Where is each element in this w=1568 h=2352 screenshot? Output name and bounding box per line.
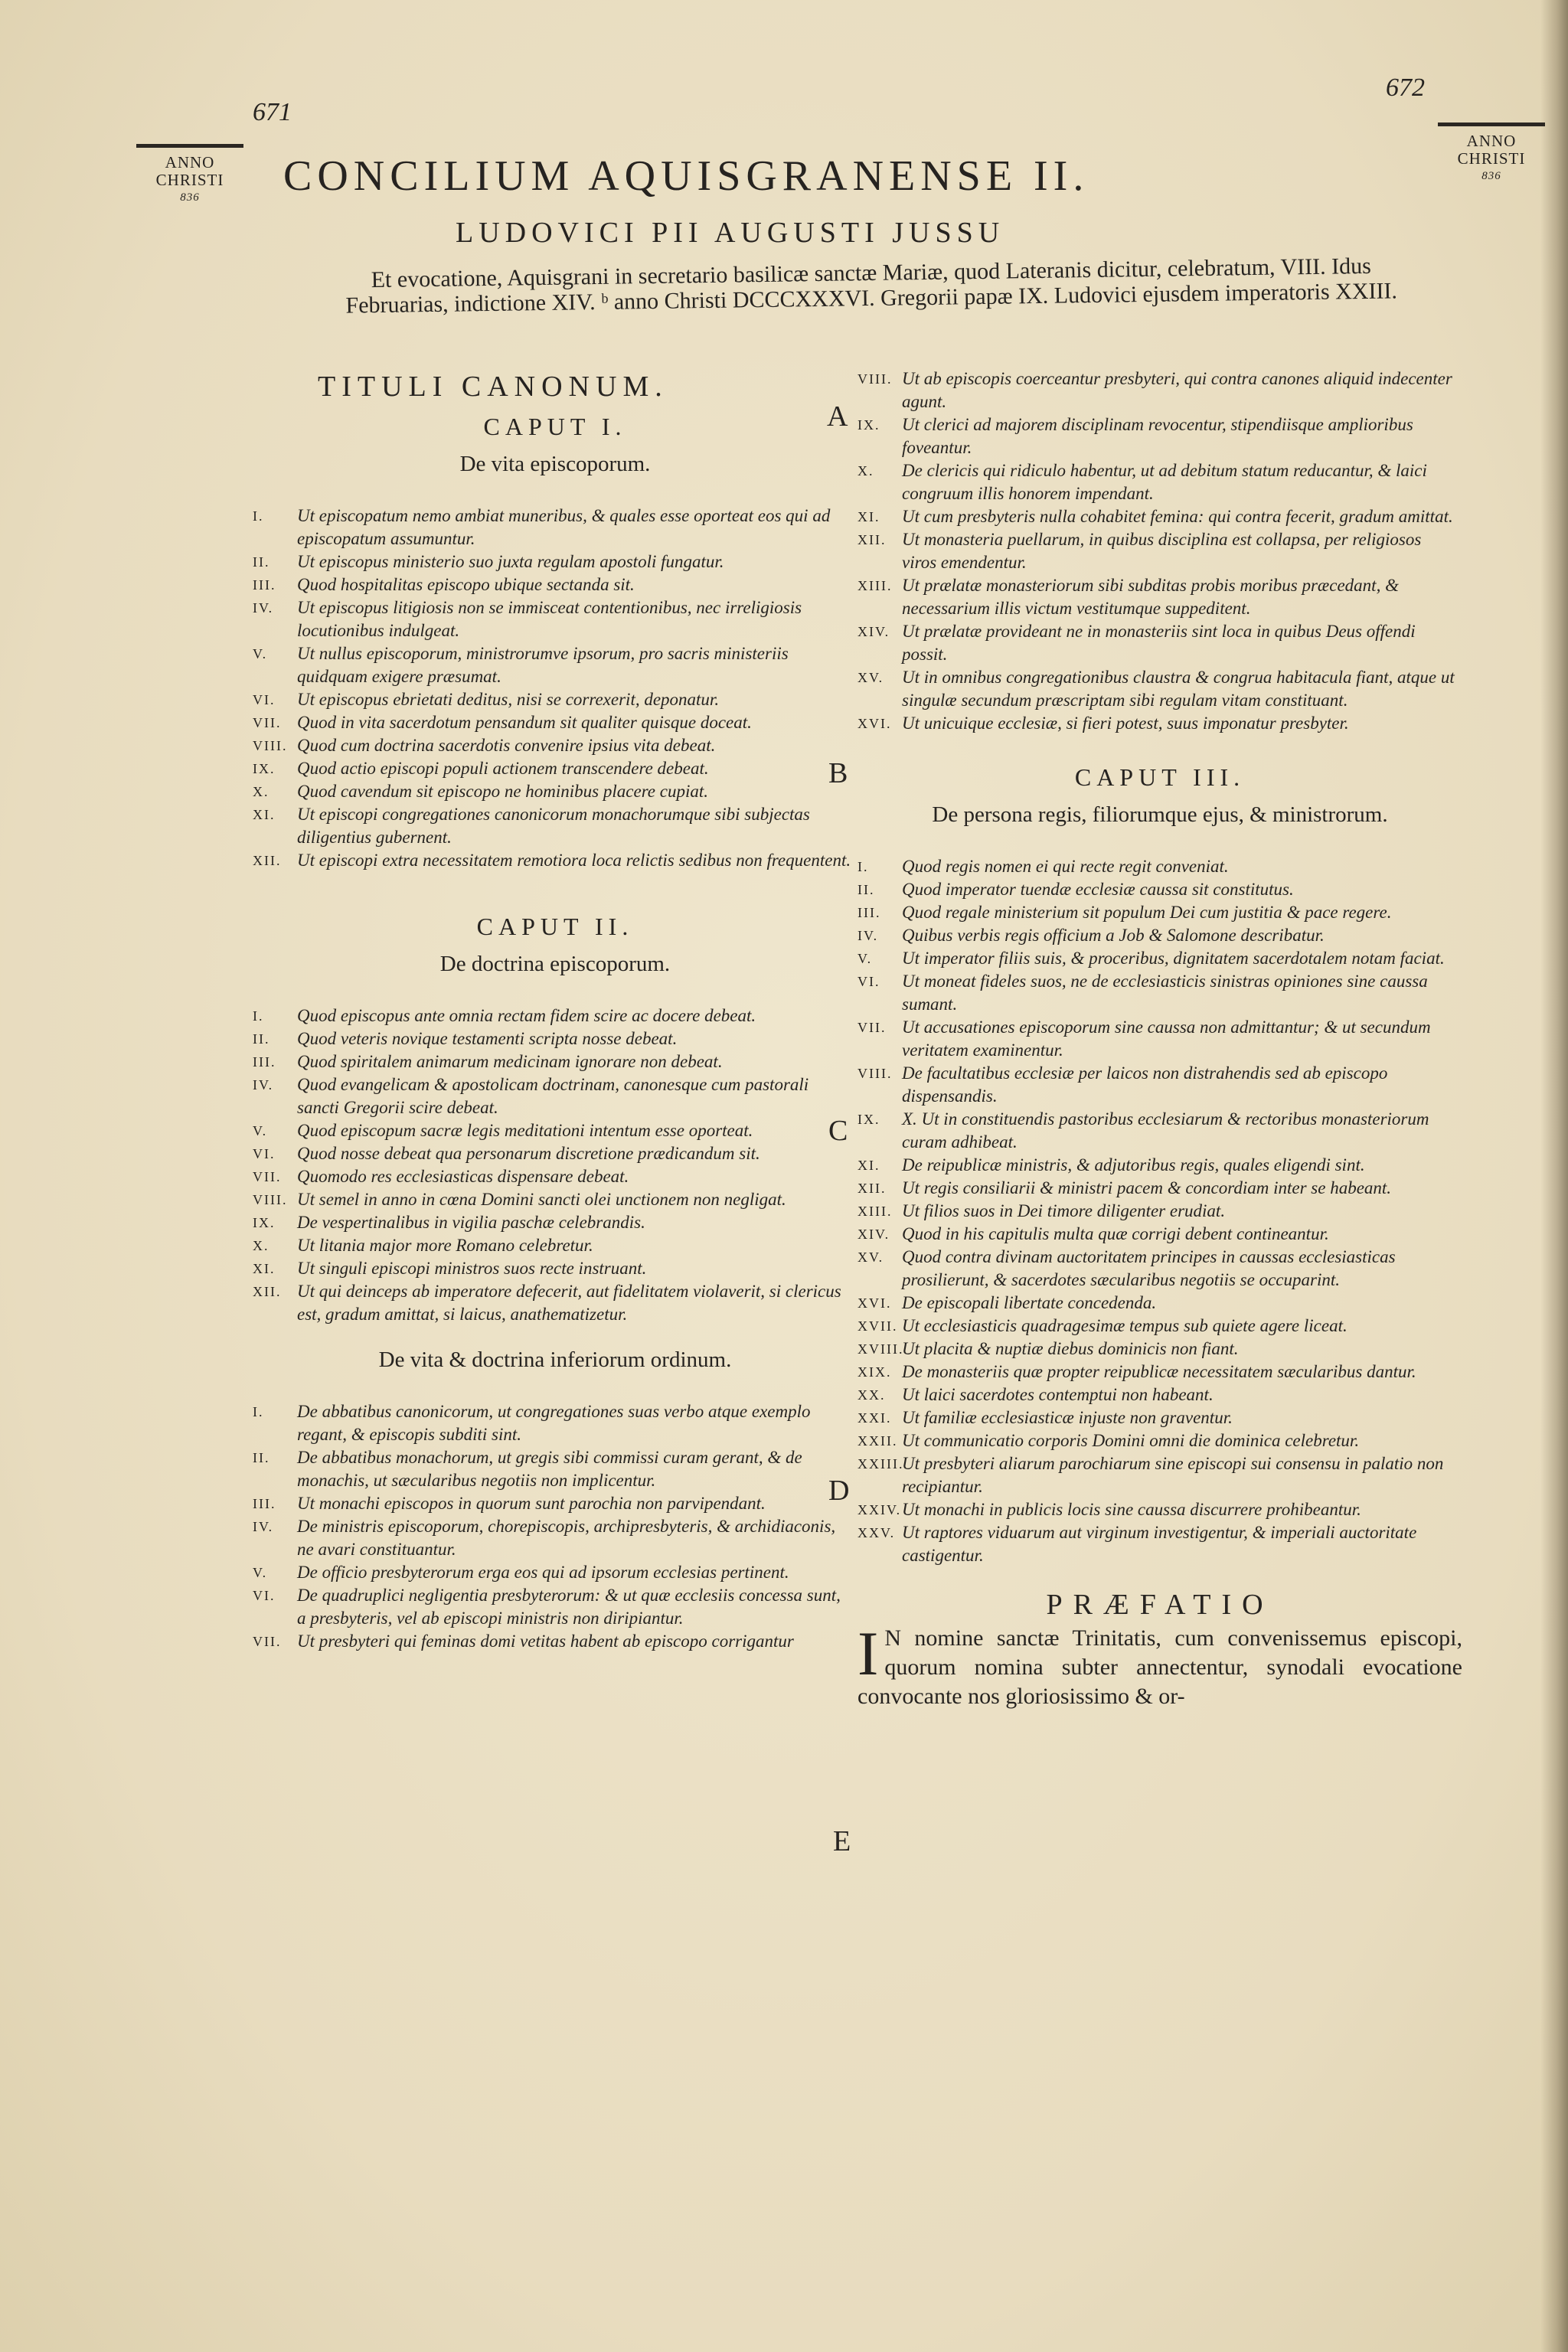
rule-thick xyxy=(1438,122,1545,126)
canon-number: XV. xyxy=(858,1250,884,1265)
canon-item xyxy=(253,1165,858,1188)
canon-item xyxy=(253,849,858,872)
canon-text: Quod episcopus ante omnia rectam fidem scire ac docere debeat. xyxy=(297,1006,756,1025)
canon-item xyxy=(858,1108,1462,1154)
canon-item xyxy=(253,1234,858,1257)
canon-number: II. xyxy=(253,1450,270,1465)
canon-item xyxy=(253,1561,858,1584)
canon-text: Quod actio episcopi populi actionem transcendere debeat. xyxy=(297,759,709,778)
caput-3-subheading: De persona regis, filiorumque ejus, & ministrorum. xyxy=(932,802,1388,827)
canon-number: XI. xyxy=(253,1261,276,1276)
canon-number: VI. xyxy=(253,1146,276,1161)
canon-text: Ut ecclesiasticis quadragesimæ tempus sub quiete agere liceat. xyxy=(902,1316,1348,1335)
canon-item xyxy=(858,1292,1462,1315)
canon-item xyxy=(858,1361,1462,1383)
canon-text: Ut episcopatum nemo ambiat muneribus, & quales esse oporteat eos qui ad episcopatum assumuntur. xyxy=(297,506,831,548)
canon-item xyxy=(253,757,858,780)
canon-item xyxy=(858,528,1462,574)
canon-item xyxy=(253,573,858,596)
canon-text: Ut accusationes episcoporum sine caussa non admittantur; & ut secundum veritatem examinentur. xyxy=(902,1018,1431,1060)
canon-item xyxy=(858,368,1462,413)
canon-item xyxy=(253,1584,858,1630)
canon-item xyxy=(253,1142,858,1165)
canon-number: XIV. xyxy=(858,1227,890,1242)
canon-number: IX. xyxy=(858,417,880,433)
canon-text: Ut nullus episcoporum, ministrorumve ipsorum, pro sacris ministeriis quidquam exigere præsumat. xyxy=(297,644,789,686)
margin-letter-a: A xyxy=(827,400,848,433)
canon-number: XVII. xyxy=(858,1318,898,1334)
anno-label: ANNO xyxy=(1466,132,1517,150)
canon-text: Ut litania major more Romano celebretur. xyxy=(297,1236,593,1255)
canon-number: X. xyxy=(253,784,270,799)
canon-number: XIII. xyxy=(858,578,893,593)
canon-text: Quod in his capitulis multa quæ corrigi debent contineantur. xyxy=(902,1224,1329,1243)
canon-number: I. xyxy=(253,508,264,524)
canon-number: I. xyxy=(858,859,869,874)
canon-text: De quadruplici negligentia presbyterorum: & ut quæ ecclesiis concessa sunt, a presbyteris, vel ab episcopi ministris non diripiantur. xyxy=(297,1586,841,1628)
canon-text: De abbatibus monachorum, ut gregis sibi commissi curam gerant, & de monachis, ut sæcularibus negotiis non implicentur. xyxy=(297,1448,802,1490)
canon-number: XI. xyxy=(253,807,276,822)
canon-number: III. xyxy=(253,577,276,593)
canon-number: VII. xyxy=(253,1634,282,1649)
canon-text: De officio presbyterorum erga eos qui ad ipsorum ecclesias pertinent. xyxy=(297,1563,789,1582)
canon-item xyxy=(858,1315,1462,1338)
canon-number: VIII. xyxy=(253,1192,288,1207)
canon-item xyxy=(858,666,1462,712)
christi-label: CHRISTI xyxy=(1457,149,1526,168)
canon-number: X. xyxy=(253,1238,270,1253)
canon-number: VI. xyxy=(253,1588,276,1603)
canon-item xyxy=(858,712,1462,735)
canon-text: Quod regale ministerium sit populum Dei cum justitia & pace regere. xyxy=(902,903,1392,922)
margin-letter-b: B xyxy=(828,757,848,789)
canon-number: VII. xyxy=(858,1020,887,1035)
canon-text: De episcopali libertate concedenda. xyxy=(902,1293,1157,1312)
canon-text: Ut laici sacerdotes contemptui non habeant. xyxy=(902,1385,1214,1404)
canon-text: Ut raptores viduarum aut virginum investigentur, & imperiali auctoritate castigentur. xyxy=(902,1523,1417,1565)
canon-text: Ut episcopus ministerio suo juxta regulam apostoli fungatur. xyxy=(297,552,724,571)
canon-number: VI. xyxy=(858,974,880,989)
canon-text: Ut prælatæ monasteriorum sibi subditas probis moribus præcedant, & necessarium illis victum vestitumque suppeditent. xyxy=(902,576,1399,618)
canon-number: VII. xyxy=(253,1169,282,1184)
margin-letter-d: D xyxy=(828,1475,850,1507)
canon-number: IX. xyxy=(253,761,276,776)
canon-text: Quod evangelicam & apostolicam doctrinam, canonesque cum pastorali sancti Gregorii scire debeat. xyxy=(297,1075,809,1117)
canon-number: III. xyxy=(253,1496,276,1511)
caput-3-heading: CAPUT III. xyxy=(1074,763,1246,791)
canon-text: Quod imperator tuendæ ecclesiæ caussa sit constitutus. xyxy=(902,880,1294,899)
caput-3-list xyxy=(858,855,1462,1567)
canon-number: I. xyxy=(253,1404,264,1419)
canon-item xyxy=(858,620,1462,666)
margin-letter-c: C xyxy=(828,1115,848,1147)
canon-text: Ut unicuique ecclesiæ, si fieri potest, suus imponatur presbyter. xyxy=(902,714,1349,733)
canon-item xyxy=(253,550,858,573)
canon-text: Ut presbyteri qui feminas domi vetitas habent ab episcopo corrigantur xyxy=(297,1632,794,1651)
canon-number: III. xyxy=(253,1054,276,1070)
canon-number: IV. xyxy=(253,1519,274,1534)
inferiorum-list-continued xyxy=(858,368,1462,735)
column-number-left: 671 xyxy=(253,98,292,126)
canon-item xyxy=(858,901,1462,924)
canon-number: I. xyxy=(253,1008,264,1024)
canon-text: Ut episcopi extra necessitatem remotiora loca relictis sedibus non frequentent. xyxy=(297,851,851,870)
canon-text: Ut familiæ ecclesiasticæ injuste non graventur. xyxy=(902,1408,1233,1427)
christi-label: CHRISTI xyxy=(155,171,224,189)
canon-item xyxy=(253,1050,858,1073)
page-subtitle: LUDOVICI PII AUGUSTI JUSSU xyxy=(456,217,1005,249)
canon-text: Quod contra divinam auctoritatem principes in caussas ecclesiasticas prosilierunt, & sacerdotes sæcularibus negotiis se occuparint. xyxy=(902,1247,1396,1289)
canon-number: V. xyxy=(858,951,873,966)
canon-item xyxy=(253,1073,858,1119)
canon-item xyxy=(858,947,1462,970)
canon-text: De clericis qui ridiculo habentur, ut ad debitum statum reducantur, & laici congruum illis honorem impendant. xyxy=(902,461,1427,503)
canon-number: XVI. xyxy=(858,716,892,731)
canon-text: Quibus verbis regis officium a Job & Salomone describatur. xyxy=(902,926,1325,945)
canon-number: II. xyxy=(858,882,875,897)
canon-text: Ut monachi episcopos in quorum sunt parochia non parvipendant. xyxy=(297,1494,766,1513)
canon-number: XIX. xyxy=(858,1364,892,1380)
canon-item xyxy=(858,574,1462,620)
canon-item xyxy=(253,596,858,642)
caput-1-heading: CAPUT I. xyxy=(483,413,627,440)
canon-number: IX. xyxy=(253,1215,276,1230)
canon-item xyxy=(253,1257,858,1280)
rule-thick xyxy=(136,144,243,148)
canon-number: XII. xyxy=(858,1181,887,1196)
canon-number: II. xyxy=(253,1031,270,1047)
canon-number: XII. xyxy=(858,532,887,547)
canon-text: Ut prælatæ provideant ne in monasteriis sint loca in quibus Deus offendi possit. xyxy=(902,622,1416,664)
canon-item xyxy=(858,1406,1462,1429)
canon-item xyxy=(858,1429,1462,1452)
canon-text: Ut qui deinceps ab imperatore defecerit, aut fidelitatem violaverit, si clericus est, gradum amittat, si laicus, anathematizetur. xyxy=(297,1282,841,1324)
canon-text: Ut singuli episcopi ministros suos recte instruant. xyxy=(297,1259,647,1278)
left-column xyxy=(253,360,858,1653)
canon-text: X. Ut in constituendis pastoribus ecclesiarum & rectoribus monasteriorum curam adhibeat. xyxy=(902,1109,1429,1152)
canon-item xyxy=(253,711,858,734)
caput-2-heading: CAPUT II. xyxy=(476,913,634,940)
council-intro: Et evocatione, Aquisgrani in secretario basilicæ sanctæ Mariæ, quod Lateranis dicitur, celebratum, VIII. Idus Februarias, indictione XIV. ᵇ anno Christi DCCCXXXVI. Gregorii papæ IX. Ludovici ejusdem imperatoris XXIII. xyxy=(345,253,1398,318)
canon-text: Ut moneat fideles suos, ne de ecclesiasticis sinistras opiniones sine caussa sumant. xyxy=(902,972,1428,1014)
canon-number: III. xyxy=(858,905,881,920)
canon-number: XI. xyxy=(858,1158,880,1173)
canon-item xyxy=(253,1004,858,1027)
canon-text: Ut episcopus ebrietati deditus, nisi se correxerit, deponatur. xyxy=(297,690,720,709)
canon-text: Quod cavendum sit episcopo ne hominibus placere cupiat. xyxy=(297,782,708,801)
canon-number: V. xyxy=(253,1565,268,1580)
canon-item xyxy=(253,1630,858,1653)
canon-text: Quomodo res ecclesiasticas dispensare debeat. xyxy=(297,1167,629,1186)
praefatio-text xyxy=(858,1619,1462,1711)
canon-text: Ut monachi in publicis locis sine caussa discurrere prohibeantur. xyxy=(902,1500,1361,1519)
canon-number: XXV. xyxy=(858,1525,896,1540)
canon-item xyxy=(253,505,858,550)
inferiorum-subheading: De vita & doctrina inferiorum ordinum. xyxy=(378,1348,732,1372)
canon-item xyxy=(858,1338,1462,1361)
canon-number: XIV. xyxy=(858,624,890,639)
canon-text: Ut clerici ad majorem disciplinam revocentur, stipendiisque amplioribus foveantur. xyxy=(902,415,1413,457)
canon-number: V. xyxy=(253,1123,268,1138)
canon-text: Ut communicatio corporis Domini omni die dominica celebretur. xyxy=(902,1431,1360,1450)
canon-text: Ut cum presbyteris nulla cohabitet femina: qui contra fecerit, gradum amittat. xyxy=(902,507,1453,526)
canon-number: XXIII. xyxy=(858,1456,904,1472)
canon-number: XXII. xyxy=(858,1433,898,1449)
canon-item xyxy=(253,1211,858,1234)
canon-number: V. xyxy=(253,646,268,662)
canon-item xyxy=(858,1452,1462,1498)
canon-number: XII. xyxy=(253,1284,282,1299)
caput-2-subheading: De doctrina episcoporum. xyxy=(439,952,671,976)
praefatio-heading: PRÆFATIO xyxy=(1046,1589,1274,1621)
canon-number: XIII. xyxy=(858,1204,893,1219)
anno-christi-right xyxy=(1438,122,1545,185)
caput-2-list xyxy=(253,1004,858,1326)
canon-number: XV. xyxy=(858,670,884,685)
canon-number: XVIII. xyxy=(858,1341,904,1357)
canon-text: Quod spiritalem animarum medicinam ignorare non debeat. xyxy=(297,1052,723,1071)
canon-item xyxy=(858,1223,1462,1246)
canon-text: Quod nosse debeat qua personarum discretione prædicandum sit. xyxy=(297,1144,760,1163)
canon-number: II. xyxy=(253,554,270,570)
anno-year: 836 xyxy=(1481,170,1501,182)
anno-christi-left xyxy=(136,144,243,207)
canon-item xyxy=(858,505,1462,528)
canon-number: VIII. xyxy=(858,371,893,387)
canon-item xyxy=(253,803,858,849)
canon-item xyxy=(858,1498,1462,1521)
canon-text: Ut monasteria puellarum, in quibus disciplina est collapsa, per religiosos viros emendentur. xyxy=(902,530,1422,572)
canon-text: Ut placita & nuptiæ diebus dominicis non fiant. xyxy=(902,1339,1239,1358)
canon-text: Quod cum doctrina sacerdotis convenire ipsius vita debeat. xyxy=(297,736,716,755)
canon-item xyxy=(253,688,858,711)
anno-year: 836 xyxy=(180,191,200,204)
canon-text: De facultatibus ecclesiæ per laicos non distrahendis sed ab episcopo dispensandis. xyxy=(902,1063,1388,1106)
canon-text: Quod hospitalitas episcopo ubique sectanda sit. xyxy=(297,575,635,594)
canon-item xyxy=(253,642,858,688)
canon-item xyxy=(858,1177,1462,1200)
canon-number: XXIV. xyxy=(858,1502,902,1517)
canon-number: VII. xyxy=(253,715,282,730)
canon-text: Ut episcopi congregationes canonicorum monachorumque sibi subjectas diligentius gubernent. xyxy=(297,805,810,847)
canon-item xyxy=(253,1400,858,1446)
canon-text: Ut semel in anno in cœna Domini sancti olei unctionem non negligat. xyxy=(297,1190,786,1209)
canon-number: XII. xyxy=(253,853,282,868)
canon-item xyxy=(253,734,858,757)
tituli-canonum-heading: TITULI CANONUM. xyxy=(318,371,668,403)
canon-item xyxy=(253,780,858,803)
canon-item xyxy=(253,1515,858,1561)
canon-text: Ut regis consiliarii & ministri pacem & concordiam inter se habeant. xyxy=(902,1178,1392,1197)
canon-number: XXI. xyxy=(858,1410,892,1426)
canon-number: X. xyxy=(858,463,874,479)
page-gutter-shadow xyxy=(1540,0,1568,2352)
canon-item xyxy=(858,924,1462,947)
canon-text: Ut imperator filiis suis, & proceribus, dignitatem sacerdotalem notam faciat. xyxy=(902,949,1445,968)
inferiorum-list xyxy=(253,1400,858,1653)
canon-item xyxy=(858,1246,1462,1292)
canon-number: VI. xyxy=(253,692,276,707)
canon-item xyxy=(858,413,1462,459)
page-title: CONCILIUM AQUISGRANENSE II. xyxy=(283,152,1089,200)
canon-item xyxy=(253,1027,858,1050)
anno-label: ANNO xyxy=(165,153,215,172)
canon-number: XI. xyxy=(858,509,880,524)
canon-item xyxy=(858,459,1462,505)
drop-cap: I xyxy=(858,1619,879,1688)
canon-text: Ut filios suos in Dei timore diligenter erudiat. xyxy=(902,1201,1226,1220)
canon-item xyxy=(253,1446,858,1492)
caput-1-subheading: De vita episcoporum. xyxy=(459,452,651,476)
canon-text: De monasteriis quæ propter reipublicæ necessitatem sæcularibus dantur. xyxy=(902,1362,1416,1381)
margin-letter-e: E xyxy=(833,1825,851,1857)
canon-text: Ut presbyteri aliarum parochiarum sine episcopi sui consensu in palatio non recipiantur. xyxy=(902,1454,1444,1496)
canon-text: Quod in vita sacerdotum pensandum sit qualiter quisque doceat. xyxy=(297,713,752,732)
canon-text: Ut ab episcopis coerceantur presbyteri, qui contra canones aliquid indecenter agunt. xyxy=(902,369,1452,411)
praefatio-body: N nomine sanctæ Trinitatis, cum convenissemus episcopi, quorum nomina subter annectentur, synodali evocatione convocante nos gloriosissimo & or- xyxy=(858,1625,1462,1709)
canon-text: Quod regis nomen ei qui recte regit conveniat. xyxy=(902,857,1229,876)
canon-number: XVI. xyxy=(858,1295,892,1311)
canon-text: De ministris episcoporum, chorepiscopis, archipresbyteris, & archidiaconis, ne avari constituantur. xyxy=(297,1517,836,1559)
right-column xyxy=(858,368,1462,1711)
canon-item xyxy=(253,1119,858,1142)
canon-item xyxy=(253,1188,858,1211)
canon-item xyxy=(253,1492,858,1515)
canon-item xyxy=(858,1062,1462,1108)
canon-number: IV. xyxy=(253,600,274,616)
canon-text: De abbatibus canonicorum, ut congregationes suas verbo atque exemplo regant, & episcopis subditi sint. xyxy=(297,1402,811,1444)
canon-number: IV. xyxy=(253,1077,274,1093)
column-number-right: 672 xyxy=(1386,74,1425,102)
canon-item xyxy=(858,1154,1462,1177)
canon-item xyxy=(253,1280,858,1326)
canon-text: Quod episcopum sacræ legis meditationi intentum esse oporteat. xyxy=(297,1121,753,1140)
canon-number: VIII. xyxy=(253,738,288,753)
caput-1-list xyxy=(253,505,858,872)
canon-number: IV. xyxy=(858,928,879,943)
canon-item xyxy=(858,1521,1462,1567)
canon-item xyxy=(858,855,1462,878)
canon-item xyxy=(858,1016,1462,1062)
canon-number: VIII. xyxy=(858,1066,893,1081)
canon-item xyxy=(858,1200,1462,1223)
canon-text: Quod veteris novique testamenti scripta nosse debeat. xyxy=(297,1029,678,1048)
canon-text: Ut in omnibus congregationibus claustra & congrua habitacula fiant, atque ut singulæ secundum præscriptam sibi regulam vitam constituant. xyxy=(902,668,1455,710)
canon-number: XX. xyxy=(858,1387,886,1403)
canon-text: De reipublicæ ministris, & adjutoribus regis, quales eligendi sint. xyxy=(902,1155,1365,1174)
canon-number: IX. xyxy=(858,1112,880,1127)
canon-text: De vespertinalibus in vigilia paschæ celebrandis. xyxy=(297,1213,645,1232)
canon-item xyxy=(858,970,1462,1016)
canon-text: Ut episcopus litigiosis non se immisceat contentionibus, nec irreligiosis locutionibus indulgeat. xyxy=(297,598,802,640)
canon-item xyxy=(858,878,1462,901)
canon-item xyxy=(858,1383,1462,1406)
